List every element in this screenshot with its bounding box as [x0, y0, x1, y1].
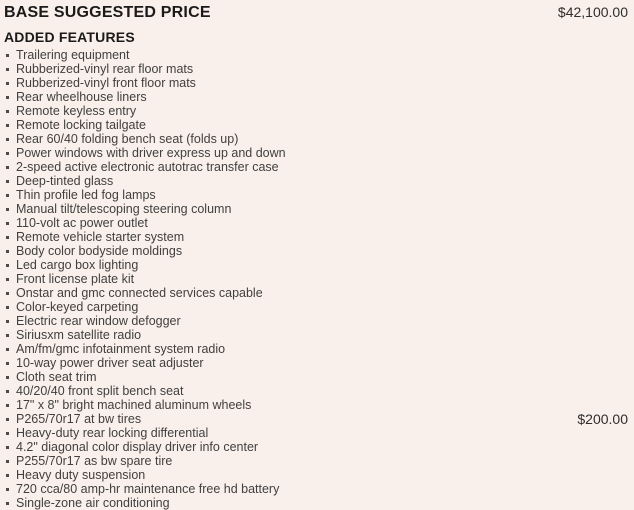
bullet-icon — [6, 250, 9, 253]
feature-row — [4, 356, 628, 370]
feature-row — [4, 188, 628, 202]
bullet-icon — [6, 96, 9, 99]
bullet-icon — [6, 306, 9, 309]
feature-row — [4, 370, 628, 384]
feature-label: Thin profile led fog lamps — [16, 188, 156, 202]
feature-label: Color-keyed carpeting — [16, 300, 139, 314]
bullet-icon — [6, 138, 9, 141]
feature-label: Trailering equipment — [16, 48, 130, 62]
feature-label: Led cargo box lighting — [16, 258, 139, 272]
feature-label: 4.2" diagonal color display driver info center — [16, 440, 259, 454]
feature-row — [4, 468, 628, 482]
feature-row — [4, 118, 628, 132]
feature-row — [4, 384, 628, 398]
feature-label: Single-zone air conditioning — [16, 496, 170, 510]
feature-label: Remote vehicle starter system — [16, 230, 185, 244]
feature-row — [4, 426, 628, 440]
feature-label: Heavy-duty rear locking differential — [16, 426, 209, 440]
feature-row — [4, 202, 628, 216]
feature-row — [4, 104, 628, 118]
feature-row — [4, 286, 628, 300]
bullet-icon — [6, 446, 9, 449]
feature-label: P265/70r17 at bw tires — [16, 412, 142, 426]
feature-label: 40/20/40 front split bench seat — [16, 384, 184, 398]
feature-price: $200.00 — [577, 411, 628, 427]
bullet-icon — [6, 432, 9, 435]
bullet-icon — [6, 390, 9, 393]
feature-label: Remote locking tailgate — [16, 118, 146, 132]
feature-row — [4, 328, 628, 342]
bullet-icon — [6, 404, 9, 407]
feature-row — [4, 132, 628, 146]
feature-row — [4, 48, 628, 62]
feature-row — [4, 342, 628, 356]
feature-row — [4, 62, 628, 76]
feature-label: Power windows with driver express up and down — [16, 146, 286, 160]
bullet-icon — [6, 474, 9, 477]
added-features-heading: ADDED FEATURES — [4, 29, 135, 45]
feature-label: Electric rear window defogger — [16, 314, 181, 328]
feature-list — [4, 48, 628, 510]
bullet-icon — [6, 376, 9, 379]
base-price-value: $42,100.00 — [557, 4, 628, 20]
feature-row — [4, 244, 628, 258]
feature-row — [4, 258, 628, 272]
bullet-icon — [6, 68, 9, 71]
feature-label: 17" x 8" bright machined aluminum wheels — [16, 398, 252, 412]
feature-row — [4, 314, 628, 328]
feature-label: Rubberized-vinyl front floor mats — [16, 76, 196, 90]
bullet-icon — [6, 124, 9, 127]
feature-label: Onstar and gmc connected services capable — [16, 286, 263, 300]
feature-label: Cloth seat trim — [16, 370, 97, 384]
bullet-icon — [6, 208, 9, 211]
bullet-icon — [6, 110, 9, 113]
bullet-icon — [6, 222, 9, 225]
bullet-icon — [6, 348, 9, 351]
feature-row — [4, 146, 628, 160]
feature-label: Deep-tinted glass — [16, 174, 114, 188]
feature-label: 10-way power driver seat adjuster — [16, 356, 204, 370]
feature-row — [4, 230, 628, 244]
feature-row — [4, 272, 628, 286]
feature-label: Rear wheelhouse liners — [16, 90, 147, 104]
feature-row — [4, 160, 628, 174]
feature-label: Siriusxm satellite radio — [16, 328, 142, 342]
bullet-icon — [6, 236, 9, 239]
feature-label: Rubberized-vinyl rear floor mats — [16, 62, 194, 76]
bullet-icon — [6, 54, 9, 57]
feature-label: Am/fm/gmc infotainment system radio — [16, 342, 226, 356]
bullet-icon — [6, 264, 9, 267]
bullet-icon — [6, 166, 9, 169]
bullet-icon — [6, 460, 9, 463]
feature-label: 2-speed active electronic autotrac transfer case — [16, 160, 279, 174]
bullet-icon — [6, 362, 9, 365]
feature-label: P255/70r17 as bw spare tire — [16, 454, 173, 468]
feature-row — [4, 482, 628, 496]
base-price-title: BASE SUGGESTED PRICE — [4, 4, 211, 21]
feature-row — [4, 398, 628, 412]
feature-row — [4, 300, 628, 314]
feature-row — [4, 216, 628, 230]
bullet-icon — [6, 320, 9, 323]
bullet-icon — [6, 82, 9, 85]
bullet-icon — [6, 194, 9, 197]
bullet-icon — [6, 152, 9, 155]
feature-label: Front license plate kit — [16, 272, 135, 286]
feature-row — [4, 440, 628, 454]
feature-label: Remote keyless entry — [16, 104, 137, 118]
bullet-icon — [6, 418, 9, 421]
feature-row — [4, 454, 628, 468]
bullet-icon — [6, 278, 9, 281]
base-price-row — [4, 4, 628, 21]
feature-row — [4, 174, 628, 188]
feature-label: Body color bodyside moldings — [16, 244, 183, 258]
feature-row — [4, 496, 628, 510]
feature-label: 110-volt ac power outlet — [16, 216, 148, 230]
feature-row — [4, 90, 628, 104]
feature-row — [4, 76, 628, 90]
feature-label: Manual tilt/telescoping steering column — [16, 202, 232, 216]
feature-label: Rear 60/40 folding bench seat (folds up) — [16, 132, 239, 146]
feature-row — [4, 412, 628, 426]
bullet-icon — [6, 292, 9, 295]
bullet-icon — [6, 488, 9, 491]
bullet-icon — [6, 334, 9, 337]
feature-label: Heavy duty suspension — [16, 468, 146, 482]
feature-label: 720 cca/80 amp-hr maintenance free hd battery — [16, 482, 280, 496]
bullet-icon — [6, 180, 9, 183]
